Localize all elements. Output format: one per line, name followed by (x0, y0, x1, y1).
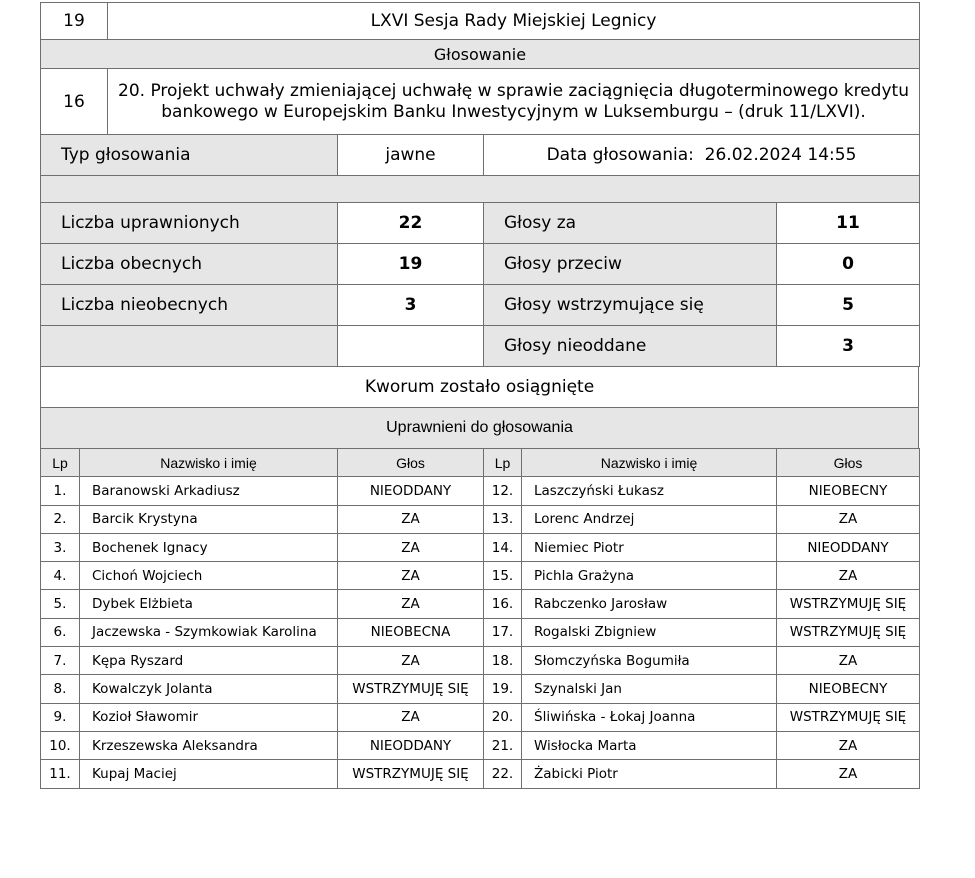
vote-header: Głos (777, 449, 920, 477)
eligible-voters-header: Uprawnieni do głosowania (41, 408, 919, 449)
table-row (41, 477, 920, 505)
voter-vote: ZA (777, 731, 920, 759)
header-table (40, 2, 920, 135)
voter-vote: ZA (338, 505, 484, 533)
voter-lp: 14. (484, 533, 522, 561)
votes-for-label: Głosy za (484, 203, 777, 244)
voter-lp: 2. (41, 505, 80, 533)
voters-table (40, 448, 920, 789)
votes-against-label: Głosy przeciw (484, 244, 777, 285)
table-row (41, 618, 920, 646)
voter-name: Kępa Ryszard (80, 647, 338, 675)
voter-vote: NIEODDANY (338, 731, 484, 759)
voter-vote: ZA (338, 647, 484, 675)
table-row (41, 505, 920, 533)
voter-lp: 12. (484, 477, 522, 505)
table-row (41, 590, 920, 618)
voter-lp: 20. (484, 703, 522, 731)
voter-lp: 17. (484, 618, 522, 646)
voter-name: Cichoń Wojciech (80, 562, 338, 590)
voter-name: Baranowski Arkadiusz (80, 477, 338, 505)
votes-abstain-value: 5 (777, 285, 920, 326)
voter-vote: WSTRZYMUJĘ SIĘ (338, 675, 484, 703)
voter-name: Kowalczyk Jolanta (80, 675, 338, 703)
name-header: Nazwisko i imię (522, 449, 777, 477)
voter-name: Lorenc Andrzej (522, 505, 777, 533)
voter-name: Kupaj Maciej (80, 760, 338, 788)
voter-vote: NIEOBECNA (338, 618, 484, 646)
voter-name: Barcik Krystyna (80, 505, 338, 533)
voter-name: Rogalski Zbigniew (522, 618, 777, 646)
vote-date (484, 135, 920, 176)
voter-name: Pichla Grażyna (522, 562, 777, 590)
quorum-status: Kworum zostało osiągnięte (41, 367, 919, 408)
voter-name: Jaczewska - Szymkowiak Karolina (80, 618, 338, 646)
vote-date-value: 26.02.2024 14:55 (704, 145, 857, 165)
table-row (41, 731, 920, 759)
present-label: Liczba obecnych (41, 244, 338, 285)
present-value: 19 (338, 244, 484, 285)
resolution-number: 16 (41, 69, 108, 135)
voter-lp: 10. (41, 731, 80, 759)
votes-not-cast-label: Głosy nieoddane (484, 326, 777, 367)
stats-table (40, 202, 920, 367)
voter-lp: 7. (41, 647, 80, 675)
voter-vote: NIEOBECNY (777, 477, 920, 505)
vote-header: Głos (338, 449, 484, 477)
voter-vote: ZA (777, 647, 920, 675)
voter-vote: ZA (777, 562, 920, 590)
voter-lp: 19. (484, 675, 522, 703)
voter-name: Niemiec Piotr (522, 533, 777, 561)
table-row (41, 533, 920, 561)
resolution-text (108, 69, 920, 135)
voter-lp: 22. (484, 760, 522, 788)
voter-name: Śliwińska - Łokaj Joanna (522, 703, 777, 731)
voter-vote: NIEODDANY (777, 533, 920, 561)
voter-name: Rabczenko Jarosław (522, 590, 777, 618)
voters-header-row (41, 449, 920, 477)
voter-name: Szynalski Jan (522, 675, 777, 703)
name-header: Nazwisko i imię (80, 449, 338, 477)
voter-lp: 21. (484, 731, 522, 759)
votes-abstain-label: Głosy wstrzymujące się (484, 285, 777, 326)
voter-vote: WSTRZYMUJĘ SIĘ (777, 590, 920, 618)
voter-name: Krzeszewska Aleksandra (80, 731, 338, 759)
voter-vote: ZA (338, 590, 484, 618)
voter-lp: 4. (41, 562, 80, 590)
voter-name: Bochenek Ignacy (80, 533, 338, 561)
voter-lp: 18. (484, 647, 522, 675)
eligible-value: 22 (338, 203, 484, 244)
session-title: LXVI Sesja Rady Miejskiej Legnicy (108, 3, 920, 40)
voter-vote: WSTRZYMUJĘ SIĘ (338, 760, 484, 788)
votes-for-value: 11 (777, 203, 920, 244)
voter-name: Wisłocka Marta (522, 731, 777, 759)
table-row (41, 675, 920, 703)
voter-name: Żabicki Piotr (522, 760, 777, 788)
quorum-table (40, 366, 919, 449)
voter-vote: NIEODDANY (338, 477, 484, 505)
session-number: 19 (41, 3, 108, 40)
voter-lp: 15. (484, 562, 522, 590)
voter-vote: ZA (338, 562, 484, 590)
voter-lp: 3. (41, 533, 80, 561)
voter-vote: NIEOBECNY (777, 675, 920, 703)
table-row (41, 703, 920, 731)
votes-not-cast-value: 3 (777, 326, 920, 367)
spacer-row (41, 176, 920, 203)
voter-lp: 6. (41, 618, 80, 646)
table-row (41, 647, 920, 675)
voter-lp: 5. (41, 590, 80, 618)
vote-type-value: jawne (338, 135, 484, 176)
voter-name: Słomczyńska Bogumiła (522, 647, 777, 675)
eligible-label: Liczba uprawnionych (41, 203, 338, 244)
voter-vote: ZA (338, 703, 484, 731)
voting-document (40, 2, 919, 789)
lp-header: Lp (484, 449, 522, 477)
voter-name: Dybek Elżbieta (80, 590, 338, 618)
empty-cell (338, 326, 484, 367)
voter-vote: WSTRZYMUJĘ SIĘ (777, 618, 920, 646)
vote-type-table (40, 134, 920, 203)
table-row (41, 760, 920, 788)
voter-lp: 8. (41, 675, 80, 703)
lp-header: Lp (41, 449, 80, 477)
voter-lp: 9. (41, 703, 80, 731)
vote-type-label: Typ głosowania (41, 135, 338, 176)
voter-vote: ZA (777, 505, 920, 533)
voter-vote: ZA (777, 760, 920, 788)
empty-cell (41, 326, 338, 367)
voter-lp: 16. (484, 590, 522, 618)
table-row (41, 562, 920, 590)
vote-date-label: Data głosowania: (546, 145, 694, 165)
voter-lp: 1. (41, 477, 80, 505)
absent-value: 3 (338, 285, 484, 326)
voter-name: Kozioł Sławomir (80, 703, 338, 731)
voter-name: Laszczyński Łukasz (522, 477, 777, 505)
voter-vote: WSTRZYMUJĘ SIĘ (777, 703, 920, 731)
voter-lp: 13. (484, 505, 522, 533)
voter-lp: 11. (41, 760, 80, 788)
absent-label: Liczba nieobecnych (41, 285, 338, 326)
votes-against-value: 0 (777, 244, 920, 285)
resolution-text-line1: 20. Projekt uchwały zmieniającej uchwałę w sprawie zaciągnięcia długoterminowego kredytu (118, 80, 909, 101)
voting-header: Głosowanie (41, 40, 920, 69)
voter-vote: ZA (338, 533, 484, 561)
resolution-text-line2: bankowego w Europejskim Banku Inwestycyjnym w Luksemburgu – (druk 11/LXVI). (161, 101, 866, 122)
